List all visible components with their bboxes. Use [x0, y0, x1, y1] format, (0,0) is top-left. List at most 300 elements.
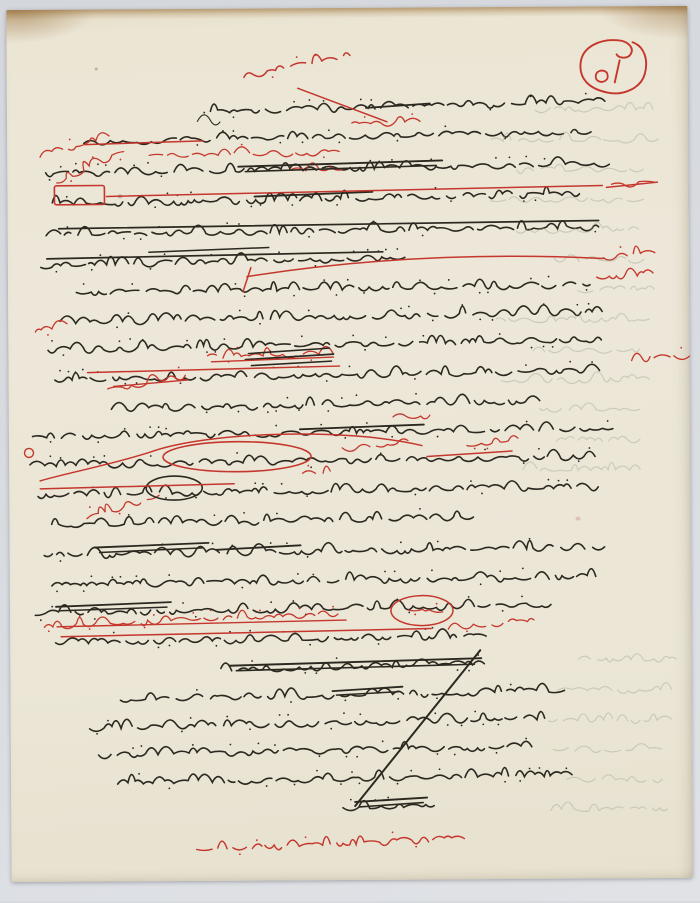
diacritic-dot [539, 767, 541, 769]
diacritic-dot [133, 164, 135, 166]
diacritic-dot [136, 382, 138, 384]
diacritic-dot [142, 339, 144, 341]
diacritic-dot [141, 195, 143, 197]
handwriting-stroke [295, 466, 330, 476]
diacritic-dot [131, 283, 133, 285]
diacritic-dot [249, 728, 251, 730]
diacritic-dot [437, 541, 439, 543]
handwriting-stroke [41, 249, 405, 270]
diacritic-dot [607, 420, 609, 422]
diacritic-dot [269, 350, 271, 352]
diacritic-dot [113, 632, 115, 634]
handwritten-line [54, 183, 579, 212]
diacritic-dot [90, 575, 92, 577]
handwritten-line [33, 418, 613, 445]
diacritic-dot [310, 359, 312, 361]
diacritic-dot [292, 600, 294, 602]
diacritic-dot [307, 465, 309, 467]
diacritic-dot [538, 448, 540, 450]
handwriting-stroke [44, 568, 596, 589]
diacritic-dot [140, 238, 142, 240]
diacritic-dot [243, 512, 245, 514]
diacritic-dot [182, 602, 184, 604]
diacritic-dot [254, 482, 256, 484]
diacritic-dot [75, 371, 77, 373]
diacritic-dot [425, 628, 427, 630]
diacritic-dot [146, 485, 148, 487]
strike-mark [47, 252, 383, 259]
diacritic-dot [79, 615, 81, 617]
handwriting-stroke [402, 607, 443, 614]
diacritic-dot [415, 393, 417, 395]
diacritic-dot [149, 426, 151, 428]
diacritic-dot [466, 630, 468, 632]
diacritic-dot [94, 618, 96, 620]
strike-mark [236, 664, 474, 670]
handwriting-stroke [558, 683, 672, 694]
red-margin-note [54, 143, 126, 186]
diacritic-dot [432, 627, 434, 629]
handwriting-stroke [207, 346, 333, 360]
diacritic-dot [457, 669, 459, 671]
diacritic-dot [297, 573, 299, 575]
diacritic-dot [257, 742, 259, 744]
diacritic-dot [523, 200, 525, 202]
diacritic-dot [349, 365, 351, 367]
diacritic-dot [358, 782, 360, 784]
diacritic-dot [344, 699, 346, 701]
red-underline-mark [85, 141, 203, 145]
diacritic-dot [397, 698, 399, 700]
diacritic-dot [496, 752, 498, 754]
diacritic-dot [226, 222, 228, 224]
bleedthrough-line [572, 770, 662, 786]
handwriting-stroke [118, 766, 573, 786]
diacritic-dot [302, 141, 304, 143]
diacritic-dot [249, 630, 251, 632]
diacritic-dot [522, 568, 524, 570]
diacritic-dot [299, 607, 301, 609]
diacritic-dot [91, 269, 93, 271]
diacritic-dot [530, 96, 532, 98]
diacritic-dot [385, 249, 387, 251]
diacritic-dot [270, 601, 272, 603]
strike-mark [366, 104, 430, 108]
diacritic-dot [178, 366, 180, 368]
handwriting-stroke [46, 219, 599, 239]
diacritic-dot [588, 447, 590, 449]
handwriting-stroke [120, 683, 564, 704]
bleedthrough-line [510, 370, 650, 386]
diacritic-dot [370, 99, 372, 101]
strike-mark [59, 220, 599, 228]
diacritic-dot [276, 513, 278, 515]
diacritic-dot [315, 672, 317, 674]
diacritic-dot [275, 410, 277, 412]
diacritic-dot [127, 312, 129, 314]
diacritic-dot [116, 326, 118, 328]
handwritten-line [108, 390, 540, 417]
diacritic-dot [93, 456, 95, 458]
diagonal-slash-mark [354, 650, 481, 806]
red-strike-mark [427, 451, 512, 457]
diacritic-dot [168, 574, 170, 576]
red-margin-note [600, 264, 653, 284]
red-ellipse-mark [163, 441, 311, 472]
red-strike-mark [40, 484, 234, 489]
diacritic-dot [439, 768, 441, 770]
red-tick-mark [243, 268, 251, 292]
diacritic-dot [378, 643, 380, 645]
red-interlinear-note [465, 430, 518, 451]
handwritten-line [213, 90, 605, 119]
diacritic-dot [190, 717, 192, 719]
diacritic-dot [487, 291, 489, 293]
bleedthrough-line [499, 310, 649, 326]
diacritic-dot [391, 436, 393, 438]
diacritic-dot [49, 455, 51, 457]
handwriting-stroke [46, 156, 610, 177]
diacritic-dot [486, 447, 488, 449]
handwriting-stroke [343, 799, 434, 811]
diacritic-dot [69, 138, 71, 140]
red-line-mark [106, 185, 602, 196]
handwriting-stroke [553, 744, 662, 753]
diacritic-dot [51, 606, 53, 608]
diacritic-dot [422, 335, 424, 337]
diacritic-dot [495, 157, 497, 159]
diacritic-dot [307, 556, 309, 558]
strike-mark [95, 543, 209, 548]
strike-mark [245, 354, 333, 360]
diacritic-dot [437, 753, 439, 755]
strike-mark [60, 607, 167, 611]
handwriting-stroke [48, 628, 486, 646]
diacritic-dot [259, 323, 261, 325]
diacritic-dot [588, 303, 590, 305]
page-number-circle [570, 34, 654, 101]
diacritic-dot [192, 612, 194, 614]
diacritic-dot [360, 99, 362, 101]
red-strike-mark [87, 366, 339, 373]
bleedthrough-line [560, 430, 640, 445]
diacritic-dot [356, 756, 358, 758]
diacritic-dot [190, 191, 192, 193]
digit-five [596, 71, 608, 82]
diacritic-dot [48, 630, 50, 632]
diacritic-dot [576, 304, 578, 306]
red-box-mark [54, 185, 104, 204]
diacritic-dot [50, 441, 52, 443]
red-underline-mark [606, 182, 657, 187]
bleedthrough-line [576, 650, 676, 666]
diacritic-dot [266, 347, 268, 349]
diacritic-dot [82, 161, 84, 163]
handwriting-stroke [31, 596, 551, 618]
diacritic-dot [422, 235, 424, 237]
diacritic-dot [294, 784, 296, 786]
diacritic-dot [336, 294, 338, 296]
diacritic-dot [447, 724, 449, 726]
diacritic-dot [367, 249, 369, 251]
bleedthrough-line [513, 160, 643, 176]
diacritic-dot [543, 346, 545, 348]
diacritic-dot [526, 421, 528, 423]
diacritic-dot [89, 628, 91, 630]
list-item-line [107, 736, 532, 763]
diacritic-dot [680, 347, 682, 349]
diacritic-dot [344, 437, 346, 439]
diacritic-dot [394, 570, 396, 572]
handwriting-stroke [52, 185, 579, 208]
diacritic-dot [153, 614, 155, 616]
handwriting-stroke [55, 363, 600, 383]
diacritic-dot [341, 397, 343, 399]
diacritic-dot [118, 512, 120, 514]
diacritic-dot [129, 338, 131, 340]
list-item-line [354, 795, 434, 815]
bleedthrough-line [519, 220, 639, 236]
handwriting-stroke [523, 461, 640, 471]
diacritic-dot [103, 455, 105, 457]
diacritic-dot [444, 125, 446, 127]
diacritic-dot [566, 479, 568, 481]
handwriting-stroke [210, 93, 605, 115]
diacritic-dot [504, 781, 506, 783]
diacritic-dot [489, 109, 491, 111]
red-dot-mark [24, 448, 33, 457]
diacritic-dot [396, 599, 398, 601]
red-underline-mark [114, 380, 188, 386]
diacritic-dot [436, 603, 438, 605]
handwriting-stroke [38, 479, 598, 499]
diacritic-dot [397, 783, 399, 785]
strike-mark [336, 692, 398, 695]
diacritic-dot [558, 480, 560, 482]
diacritic-dot [525, 738, 527, 740]
strike-mark [238, 160, 442, 166]
red-ellipse-mark [391, 595, 453, 625]
diacritic-dot [195, 616, 197, 618]
red-margin-note [606, 244, 655, 264]
handwritten-line [51, 329, 601, 357]
digit-one [615, 60, 620, 82]
diacritic-dot [99, 254, 101, 256]
diacritic-dot [419, 279, 421, 281]
diacritic-dot [396, 140, 398, 142]
handwriting-stroke [612, 180, 655, 188]
diacritic-dot [309, 644, 311, 646]
diacritic-dot [351, 771, 353, 773]
diacritic-dot [548, 479, 550, 481]
diacritic-dot [316, 770, 318, 772]
diacritic-dot [310, 466, 312, 468]
red-curve-mark [247, 256, 603, 277]
handwriting-stroke [38, 131, 110, 159]
diacritic-dot [196, 144, 198, 146]
diacritic-dot [60, 560, 62, 562]
reference-mark [194, 115, 220, 127]
diacritic-dot [385, 336, 387, 338]
diacritic-dot [419, 508, 421, 510]
diacritic-dot [135, 575, 137, 577]
diacritic-dot [544, 158, 546, 160]
bleedthrough-line [584, 280, 654, 295]
diacritic-dot [400, 541, 402, 543]
diacritic-dot [356, 394, 358, 396]
diacritic-dot [499, 570, 501, 572]
diacritic-dot [236, 347, 238, 349]
diacritic-dot [314, 54, 316, 56]
diacritic-dot [481, 493, 483, 495]
handwriting-stroke [551, 436, 640, 443]
struck-heading-line [226, 653, 484, 677]
diacritic-dot [305, 613, 307, 615]
diacritic-dot [340, 783, 342, 785]
diacritic-dot [338, 141, 340, 143]
red-underline-mark [57, 620, 346, 627]
diacritic-dot [332, 606, 334, 608]
diacritic-dot [210, 254, 212, 256]
diacritic-dot [392, 831, 394, 833]
diacritic-dot [238, 223, 240, 225]
handwriting-stroke [596, 266, 653, 281]
diacritic-dot [525, 156, 527, 158]
diacritic-dot [461, 304, 463, 306]
diacritic-dot [482, 723, 484, 725]
diacritic-dot [468, 596, 470, 598]
handwritten-line [36, 476, 598, 502]
handwriting-stroke [491, 196, 644, 203]
red-margin-note [34, 127, 111, 163]
diacritic-dot [158, 647, 160, 649]
diacritic-dot [231, 545, 233, 547]
diacritic-dot [59, 370, 61, 372]
diacritic-dot [548, 276, 550, 278]
diacritic-dot [535, 199, 537, 201]
bleedthrough-line [540, 400, 640, 416]
handwriting-stroke [84, 125, 592, 146]
black-ellipse-mark [146, 476, 202, 500]
diacritic-dot [75, 163, 77, 165]
diacritic-dot [523, 462, 525, 464]
diacritic-dot [382, 740, 384, 742]
handwriting-stroke [463, 435, 518, 448]
diacritic-dot [273, 367, 275, 369]
bleedthrough-line [561, 680, 671, 696]
diacritic-dot [308, 310, 310, 312]
bleedthrough-line [547, 800, 667, 816]
diacritic-dot [239, 310, 241, 312]
diacritic-dot [233, 116, 235, 118]
red-margin-note [30, 316, 68, 338]
diacritic-dot [411, 113, 413, 115]
red-interlinear-note [115, 367, 186, 393]
handwriting-stroke [45, 510, 473, 529]
diacritic-dot [474, 448, 476, 450]
diacritic-dot [132, 747, 134, 749]
diacritic-dot [161, 543, 163, 545]
bleedthrough-line [554, 250, 644, 266]
diacritic-dot [569, 361, 571, 363]
diacritic-dot [92, 156, 94, 158]
diacritic-dot [89, 506, 91, 508]
handwriting-stroke [32, 421, 612, 441]
diacritic-dot [414, 494, 416, 496]
strike-mark [248, 348, 329, 353]
handwriting-stroke [540, 402, 640, 412]
handwriting-stroke [501, 371, 649, 384]
diacritic-dot [168, 787, 170, 789]
diacritic-dot [529, 768, 531, 770]
diacritic-dot [346, 756, 348, 758]
diacritic-dot [305, 836, 307, 838]
bleedthrough-line [547, 710, 672, 726]
diacritic-dot [176, 194, 178, 196]
diacritic-dot [461, 725, 463, 727]
diacritic-dot [55, 271, 57, 273]
diacritic-dot [552, 346, 554, 348]
diacritic-dot [105, 164, 107, 166]
strike-mark [56, 602, 171, 607]
diacritic-dot [363, 292, 365, 294]
strike-mark [100, 548, 203, 553]
diacritic-dot [229, 631, 231, 633]
diacritic-dot [167, 192, 169, 194]
diacritic-dot [396, 248, 398, 250]
handwriting-stroke [216, 657, 484, 673]
red-margin-note [608, 173, 655, 192]
handwritten-line [45, 247, 405, 273]
handwriting-stroke [50, 145, 125, 186]
handwriting-stroke [48, 332, 602, 354]
strike-mark [254, 192, 372, 197]
diacritic-dot [296, 56, 298, 58]
diacritic-dot [414, 613, 416, 615]
red-interlinear-note [349, 432, 408, 453]
diacritic-dot [70, 180, 72, 182]
diacritic-dot [437, 436, 439, 438]
handwriting-stroke [44, 606, 338, 629]
diacritic-dot [266, 785, 268, 787]
diacritic-dot [111, 576, 113, 578]
diacritic-dot [298, 409, 300, 411]
diacritic-dot [250, 206, 252, 208]
diacritic-dot [531, 347, 533, 349]
diacritic-dot [164, 253, 166, 255]
diacritic-dot [186, 340, 188, 342]
diacritic-dot [286, 542, 288, 544]
diacritic-dot [477, 654, 479, 656]
diacritic-dot [195, 497, 197, 499]
diacritic-dot [504, 138, 506, 140]
diacritic-dot [387, 797, 389, 799]
diacritic-dot [309, 99, 311, 101]
diacritic-dot [278, 251, 280, 253]
diacritic-dot [119, 340, 121, 342]
handwriting-stroke [189, 831, 464, 853]
diacritic-dot [123, 238, 125, 240]
diacritic-dot [400, 307, 402, 309]
diacritic-dot [212, 543, 214, 545]
diacritic-dot [323, 100, 325, 102]
diacritic-dot [150, 455, 152, 457]
diacritic-dot [158, 226, 160, 228]
diacritic-dot [262, 483, 264, 485]
red-interlinear-note [90, 487, 161, 521]
diacritic-dot [92, 486, 94, 488]
handwritten-line [44, 153, 609, 180]
